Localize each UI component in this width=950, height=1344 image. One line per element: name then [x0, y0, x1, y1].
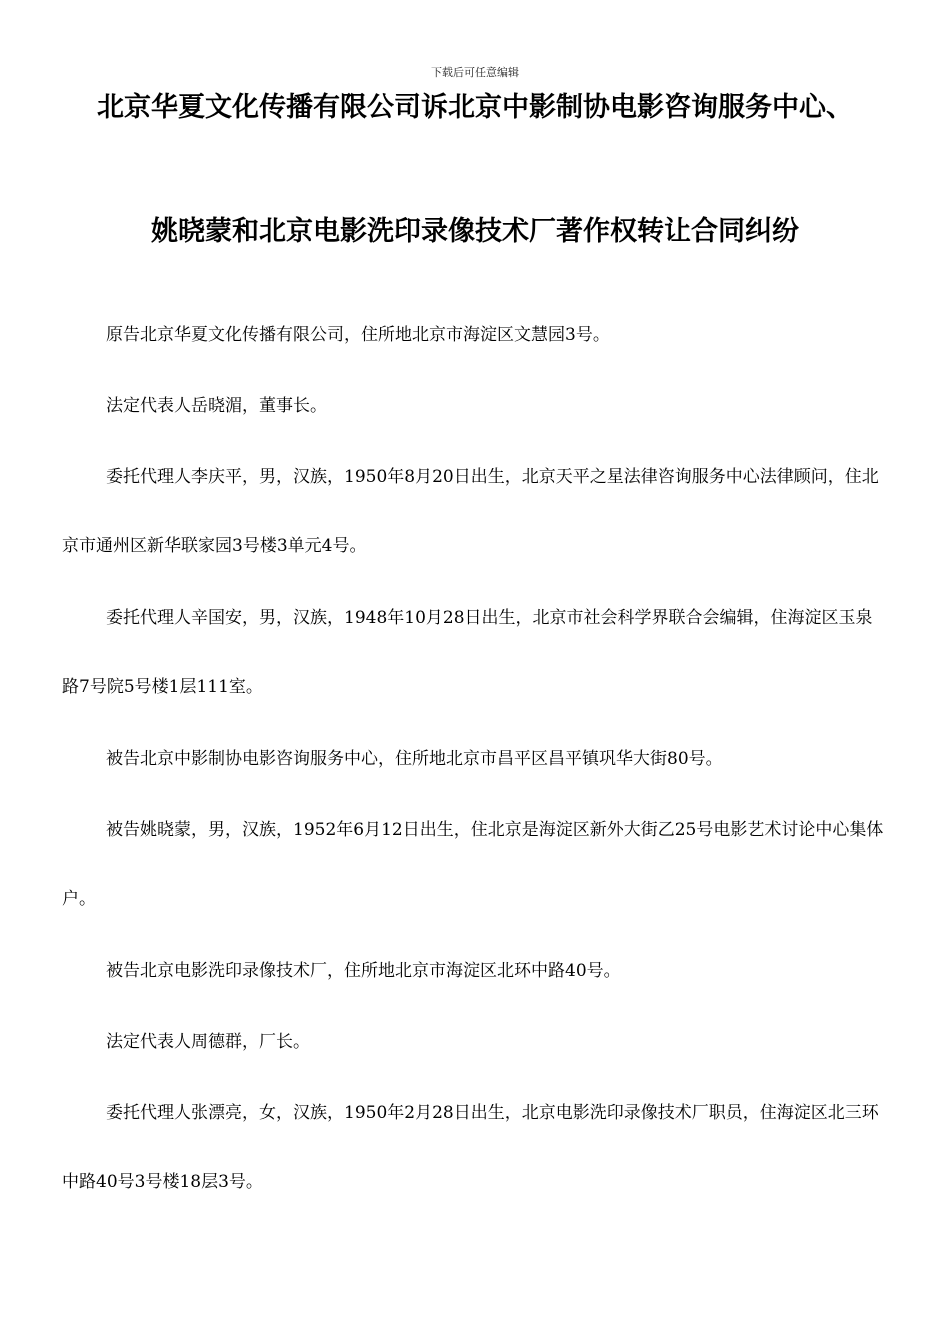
document-title-line-1: 北京华夏文化传播有限公司诉北京中影制协电影咨询服务中心、	[97, 92, 853, 123]
header-note: 下载后可任意编辑	[431, 66, 519, 79]
paragraph-defendant-3-representative: 法定代表人周德群，厂长。	[106, 1032, 310, 1052]
paragraph-defendant-1: 被告北京中影制协电影咨询服务中心，住所地北京市昌平区昌平镇巩华大街80号。	[106, 749, 723, 769]
paragraph-plaintiff-representative: 法定代表人岳晓湄，董事长。	[106, 396, 327, 416]
document-title-line-2: 姚晓蒙和北京电影洗印录像技术厂著作权转让合同纠纷	[151, 216, 799, 247]
document-body	[62, 318, 888, 1237]
paragraph-plaintiff-agent-2: 委托代理人辛国安，男，汉族，1948年10月28日出生，北京市社会科学界联合会编辑，住海淀区玉泉路7号院5号楼1层111室。	[62, 608, 873, 697]
paragraph-plaintiff: 原告北京华夏文化传播有限公司，住所地北京市海淀区文慧园3号。	[106, 325, 610, 345]
paragraph-defendant-2: 被告姚晓蒙，男，汉族，1952年6月12日出生，住北京是海淀区新外大街乙25号电影艺术讨论中心集体户。	[62, 820, 884, 909]
paragraph-defendant-3-agent: 委托代理人张漂亮，女，汉族，1950年2月28日出生，北京电影洗印录像技术厂职员，住海淀区北三环中路40号3号楼18层3号。	[62, 1103, 879, 1192]
paragraph-plaintiff-agent-1: 委托代理人李庆平，男，汉族，1950年8月20日出生，北京天平之星法律咨询服务中心法律顾问，住北京市通州区新华联家园3号楼3单元4号。	[62, 467, 879, 556]
paragraph-defendant-3: 被告北京电影洗印录像技术厂，住所地北京市海淀区北环中路40号。	[106, 961, 621, 981]
